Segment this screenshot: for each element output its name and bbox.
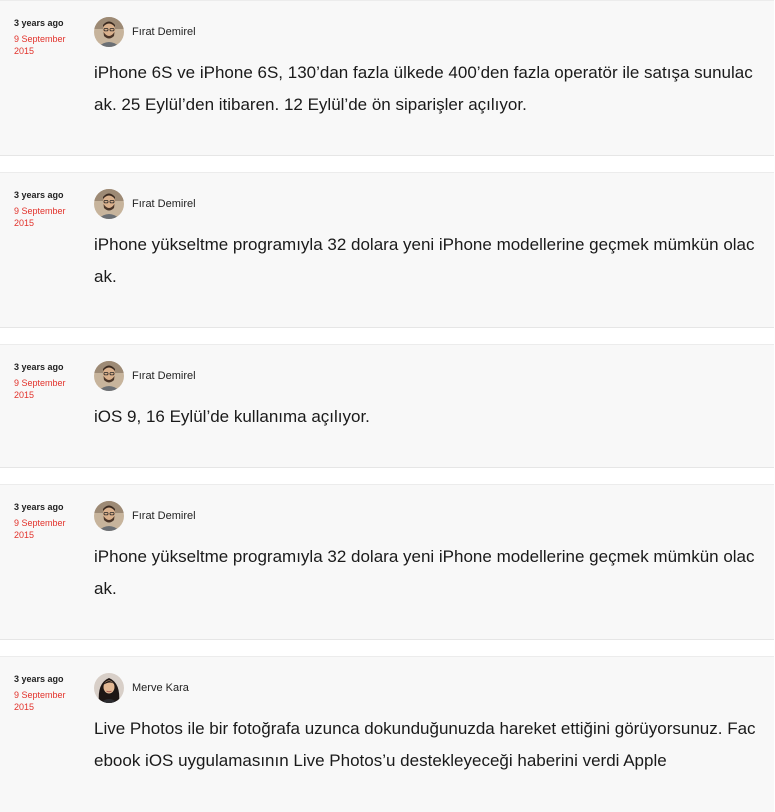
author-name: Fırat Demirel	[132, 198, 196, 210]
author-name: Merve Kara	[132, 682, 189, 694]
male-avatar-icon	[94, 501, 124, 531]
female-avatar-icon	[94, 673, 124, 703]
author-name: Fırat Demirel	[132, 26, 196, 38]
live-entry	[0, 484, 774, 640]
entry-meta	[14, 501, 80, 541]
male-avatar-icon	[94, 189, 124, 219]
entry-text: iPhone yükseltme programıyla 32 dolara yeni iPhone modellerine geçmek mümkün olacak.	[94, 547, 755, 598]
male-avatar-icon	[94, 361, 124, 391]
post-date: 9 September 2015	[14, 34, 66, 56]
relative-time: 3 years ago	[14, 190, 64, 200]
entry-text: Live Photos ile bir fotoğrafa uzunca dokunduğunuzda hareket ettiğini görüyorsunuz. Facebook iOS uygulamasının Live Photos’u destekleyeceği haberini verdi Apple	[94, 719, 756, 770]
post-date: 9 September 2015	[14, 206, 66, 228]
author-block	[94, 189, 196, 219]
author-block	[94, 673, 189, 703]
relative-time: 3 years ago	[14, 674, 64, 684]
author-block	[94, 501, 196, 531]
post-date: 9 September 2015	[14, 378, 66, 400]
entry-text: iOS 9, 16 Eylül’de kullanıma açılıyor.	[94, 407, 370, 426]
post-date: 9 September 2015	[14, 690, 66, 712]
entry-meta	[14, 17, 80, 57]
live-entry	[0, 172, 774, 328]
entry-text: iPhone 6S ve iPhone 6S, 130’dan fazla ülkede 400’den fazla operatör ile satışa sunulacak. 25 Eylül’den itibaren. 12 Eylül’de ön siparişler açılıyor.	[94, 63, 753, 114]
author-name: Fırat Demirel	[132, 510, 196, 522]
post-date: 9 September 2015	[14, 518, 66, 540]
author-name: Fırat Demirel	[132, 370, 196, 382]
entry-meta	[14, 673, 80, 713]
author-block	[94, 17, 196, 47]
relative-time: 3 years ago	[14, 362, 64, 372]
live-entry	[0, 656, 774, 812]
live-entry	[0, 344, 774, 468]
relative-time: 3 years ago	[14, 502, 64, 512]
live-entry	[0, 0, 774, 156]
entry-meta	[14, 189, 80, 229]
entry-meta	[14, 361, 80, 401]
entry-text: iPhone yükseltme programıyla 32 dolara yeni iPhone modellerine geçmek mümkün olacak.	[94, 235, 755, 286]
male-avatar-icon	[94, 17, 124, 47]
author-block	[94, 361, 196, 391]
relative-time: 3 years ago	[14, 18, 64, 28]
